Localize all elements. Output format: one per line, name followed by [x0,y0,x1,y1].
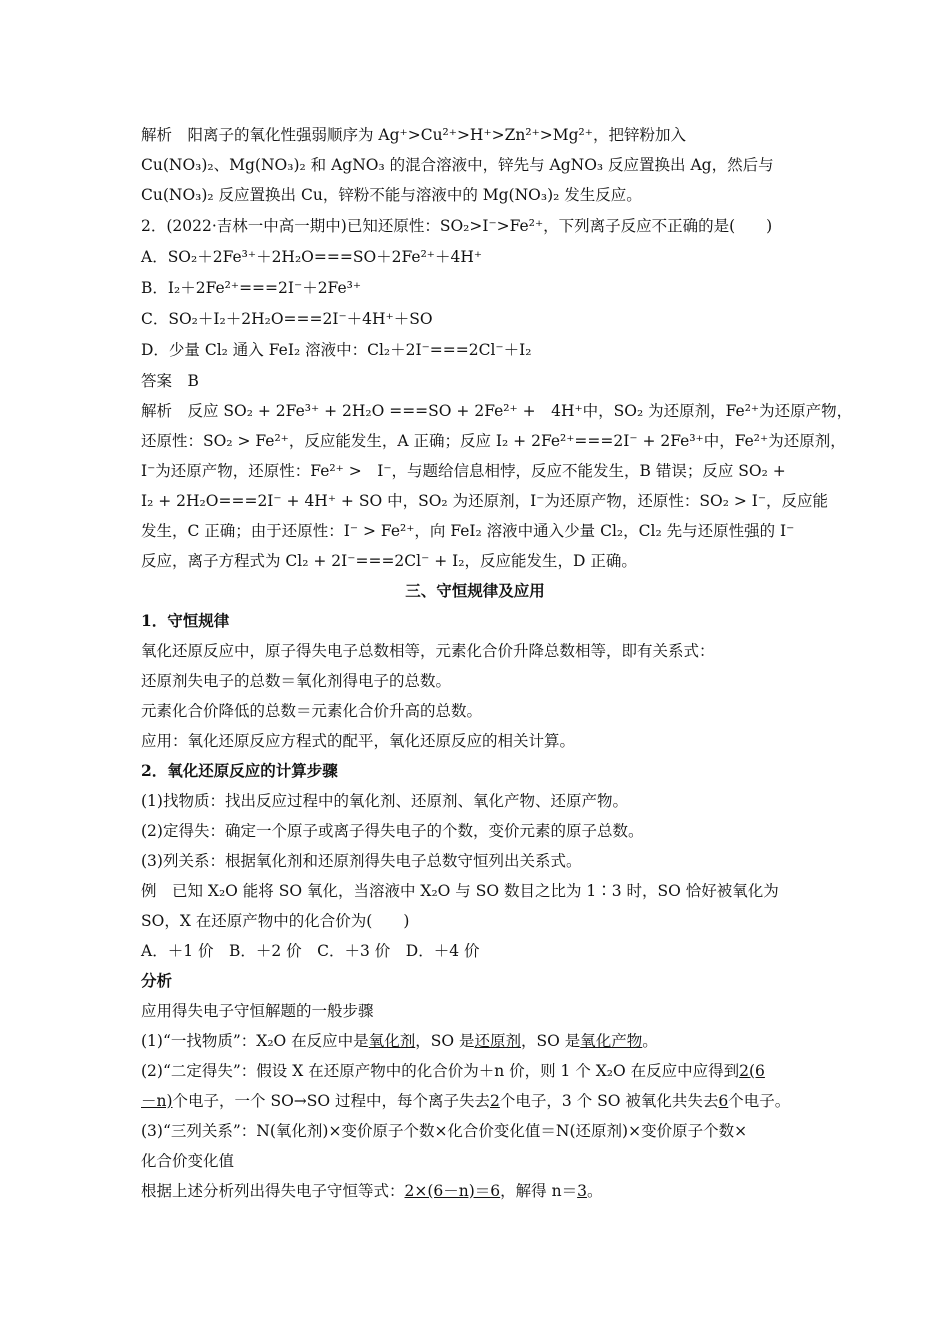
analysis-line-2: Cu(NO₃)₂、Mg(NO₃)₂ 和 AgNO₃ 的混合溶液中，锌先与 AgNO₃ 反应置换出 Ag，然后与 [141,156,774,174]
section-heading: 三、守恒规律及应用 [405,581,545,600]
analysis2-line-4: I₂ + 2H₂O===2I⁻ + 4H⁺ + SO 中，SO₂ 为还原剂，I⁻为还原产物，还原性：SO₂ > I⁻，反应能 [141,492,829,510]
option-d: D．少量 Cl₂ 通入 FeI₂ 溶液中：Cl₂＋2I⁻===2Cl⁻＋I₂ [141,341,532,359]
body-line-2: 还原剂失电子的总数＝氧化剂得电子的总数。 [141,672,452,690]
general-steps: 应用得失电子守恒解题的一般步骤 [141,1002,374,1020]
conclusion-line: 根据上述分析列出得失电子守恒等式：2×(6－n)＝6，解得 n＝3。 [141,1182,603,1200]
subheading-2: 2．氧化还原反应的计算步骤 [141,761,338,780]
option-a: A．SO₂＋2Fe³⁺＋2H₂O===SO＋2Fe²⁺＋4H⁺ [141,248,483,266]
step-1: (1)找物质：找出反应过程中的氧化剂、还原剂、氧化产物、还原产物。 [141,792,628,810]
analysis2-line-6: 反应，离子方程式为 Cl₂ + 2I⁻===2Cl⁻ + I₂，反应能发生，D 正确。 [141,552,637,570]
body-line-3: 元素化合价降低的总数＝元素化合价升高的总数。 [141,702,483,720]
step-3: (3)列关系：根据氧化剂和还原剂得失电子总数守恒列出关系式。 [141,852,582,870]
find-substance-line: (1)“一找物质”：X₂O 在反应中是氧化剂，SO 是还原剂，SO 是氧化产物。 [141,1032,658,1050]
question-2-stem: 2．(2022·吉林一中高一期中)已知还原性：SO₂>I⁻>Fe²⁺，下列离子反应不正确的是( ) [141,217,773,235]
body-line-4: 应用：氧化还原反应方程式的配平，氧化还原反应的相关计算。 [141,732,576,750]
determine-gain-loss-line-2: －n)个电子，一个 SO→SO 过程中，每个离子失去2个电子，3 个 SO 被氧化共失去6个电子。 [141,1092,791,1110]
option-c: C．SO₂＋I₂＋2H₂O===2I⁻＋4H⁺＋SO [141,310,433,328]
analysis2-line-5: 发生，C 正确；由于还原性：I⁻ > Fe²⁺，向 FeI₂ 溶液中通入少量 Cl₂，Cl₂ 先与还原性强的 I⁻ [141,522,795,540]
example-stem-1: 例 已知 X₂O 能将 SO 氧化，当溶液中 X₂O 与 SO 数目之比为 1∶3 时，SO 恰好被氧化为 [141,882,779,900]
analysis2-line-3: I⁻为还原产物，还原性：Fe²⁺ > I⁻，与题给信息相悖，反应不能发生，B 错误；反应 SO₂ + [141,462,786,480]
analysis2-line-1: 解析 反应 SO₂ + 2Fe³⁺ + 2H₂O ===SO + 2Fe²⁺ + 4H⁺中，SO₂ 为还原剂，Fe²⁺为还原产物， [141,402,853,420]
example-options: A．＋1 价 B．＋2 价 C．＋3 价 D．＋4 价 [141,942,480,960]
analysis-line-3: Cu(NO₃)₂ 反应置换出 Cu，锌粉不能与溶液中的 Mg(NO₃)₂ 发生反应。 [141,186,642,204]
step-2: (2)定得失：确定一个原子或离子得失电子的个数，变价元素的原子总数。 [141,822,644,840]
example-stem-2: SO，X 在还原产物中的化合价为( ) [141,912,410,930]
determine-gain-loss-line-1: (2)“二定得失”：假设 X 在还原产物中的化合价为＋n 价，则 1 个 X₂O 在反应中应得到2(6 [141,1062,765,1080]
relation-line-2: 化合价变化值 [141,1152,235,1170]
answer-line: 答案 B [141,372,199,390]
analysis2-line-2: 还原性：SO₂ > Fe²⁺，反应能发生，A 正确；反应 I₂ + 2Fe²⁺===2I⁻ + 2Fe³⁺中，Fe²⁺为还原剂， [141,432,846,450]
body-line-1: 氧化还原反应中，原子得失电子总数相等，元素化合价升降总数相等，即有关系式： [141,642,715,660]
subheading-1: 1．守恒规律 [141,611,230,630]
relation-line-1: (3)“三列关系”：N(氧化剂)×变价原子个数×化合价变化值＝N(还原剂)×变价原子个数× [141,1122,748,1140]
analysis-line-1: 解析 阳离子的氧化性强弱顺序为 Ag⁺>Cu²⁺>H⁺>Zn²⁺>Mg²⁺，把锌粉加入 [141,126,686,144]
option-b: B．I₂＋2Fe²⁺===2I⁻＋2Fe³⁺ [141,279,362,297]
analysis-label: 分析 [141,971,173,990]
